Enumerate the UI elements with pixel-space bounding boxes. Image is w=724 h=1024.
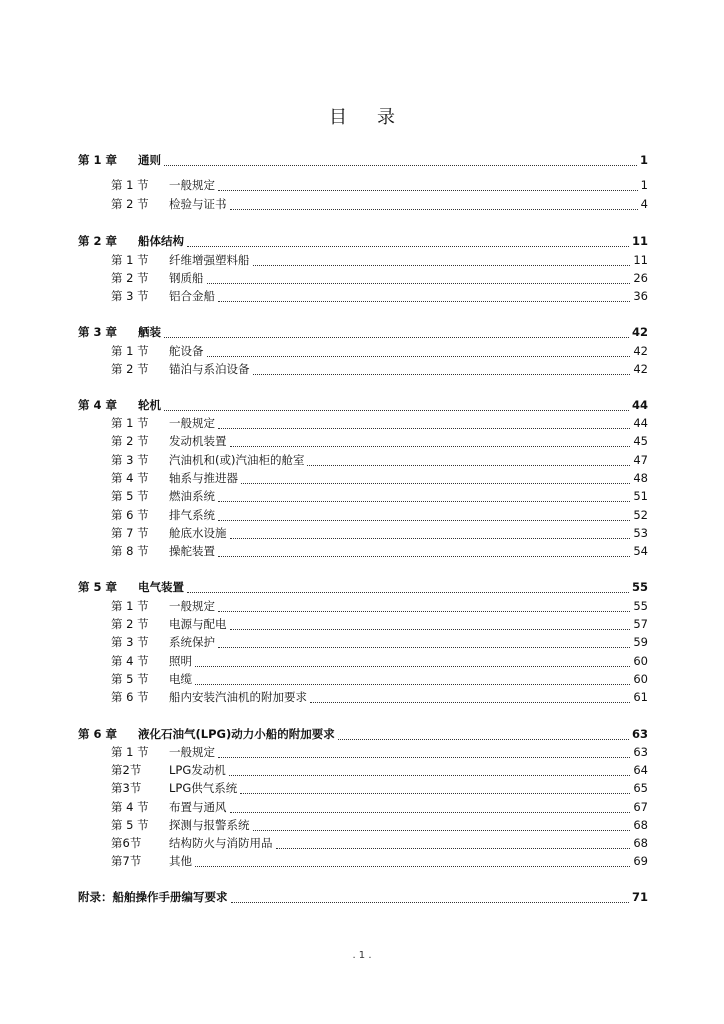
toc-section-row[interactable] (111, 452, 648, 468)
section-number: 第 5 节 (111, 489, 149, 503)
toc-section-row[interactable] (111, 744, 648, 760)
section-number: 第 1 节 (111, 745, 149, 759)
toc-page-number: 65 (633, 781, 648, 795)
toc-page-number: 64 (633, 763, 648, 777)
chapter-number: 第 6 章 (78, 727, 118, 741)
dot-leader (164, 155, 637, 166)
toc-entry-title: 排气系统 (169, 508, 215, 522)
toc-entry-title: 舾装 (138, 325, 161, 339)
dot-leader (253, 255, 631, 266)
toc-entry-label (111, 288, 215, 304)
dot-leader (241, 473, 630, 484)
section-number: 第 4 节 (111, 654, 149, 668)
toc-entry-title: 舱底水设施 (169, 526, 227, 540)
section-number: 第3节 (111, 781, 142, 795)
toc-entry-title: 轮机 (138, 398, 161, 412)
toc-page-number: 42 (633, 362, 648, 376)
toc-entry-title: 锚泊与系泊设备 (169, 362, 250, 376)
section-number: 第7节 (111, 854, 142, 868)
dot-leader (230, 619, 631, 630)
dot-leader (187, 236, 629, 247)
chapter-number: 第 4 章 (78, 398, 118, 412)
toc-section-row[interactable] (111, 470, 648, 486)
toc-section-row[interactable] (111, 288, 648, 304)
dot-leader (218, 180, 638, 191)
toc-entry-title: 电源与配电 (169, 617, 227, 631)
toc-page-number: 61 (633, 690, 648, 704)
dot-leader (310, 692, 630, 703)
toc-page-number: 54 (633, 544, 648, 558)
toc-entry-label (111, 543, 215, 559)
dot-leader (230, 199, 638, 210)
chapter-number: 第 3 章 (78, 325, 118, 339)
section-number: 第 3 节 (111, 289, 149, 303)
section-number: 第 2 节 (111, 197, 149, 211)
toc-entry-label (111, 762, 226, 778)
toc-page-number: 11 (633, 253, 648, 267)
section-number: 第 7 节 (111, 526, 149, 540)
toc-page-number: 45 (633, 434, 648, 448)
toc-entry-title: 操舵装置 (169, 544, 215, 558)
toc-page-number: 55 (631, 580, 648, 594)
toc-entry-title: 电气装置 (138, 580, 184, 594)
toc-entry-label (111, 361, 250, 377)
toc-page-number: 59 (633, 635, 648, 649)
toc-entry-label (111, 270, 204, 286)
dot-leader (218, 747, 630, 758)
toc-entry-title: 系统保护 (169, 635, 215, 649)
toc-entry-label (111, 653, 192, 669)
toc-section-row[interactable] (111, 817, 648, 833)
toc-section-row[interactable] (111, 634, 648, 650)
dot-leader (195, 856, 630, 867)
toc-page-number: 71 (631, 890, 648, 904)
toc-entry-title: 一般规定 (169, 599, 215, 613)
toc-entry-title: 船内安装汽油机的附加要求 (169, 690, 307, 704)
toc-section-row[interactable] (111, 507, 648, 523)
dot-leader (187, 582, 629, 593)
dot-leader (240, 783, 630, 794)
section-number: 第 2 节 (111, 271, 149, 285)
toc-section-row[interactable] (111, 433, 648, 449)
section-number: 第 6 节 (111, 508, 149, 522)
dot-leader (218, 546, 630, 557)
toc-entry-title: LPG供气系统 (169, 781, 238, 795)
toc-entry-label (111, 671, 192, 687)
toc-entry-title: 舵设备 (169, 344, 204, 358)
toc-entry-label (111, 744, 215, 760)
toc-chapter-row[interactable] (78, 233, 648, 249)
toc-entry-label (111, 196, 227, 212)
toc-chapter-row[interactable] (78, 889, 648, 905)
toc-entry-label (111, 817, 250, 833)
section-number: 第 1 节 (111, 416, 149, 430)
toc-entry-title: 钢质船 (169, 271, 204, 285)
toc-page-number: 51 (633, 489, 648, 503)
toc-entry-title: 一般规定 (169, 416, 215, 430)
toc-section-row[interactable] (111, 488, 648, 504)
toc-page-number: 52 (633, 508, 648, 522)
section-number: 第 4 节 (111, 800, 149, 814)
toc-section-row[interactable] (111, 343, 648, 359)
toc-page-number: 36 (633, 289, 648, 303)
toc-entry-label (111, 853, 192, 869)
toc-section-row[interactable] (111, 196, 648, 212)
dot-leader (164, 327, 629, 338)
dot-leader (218, 637, 630, 648)
section-number: 第 1 节 (111, 344, 149, 358)
dot-leader (164, 400, 629, 411)
toc-entry-label (111, 799, 227, 815)
toc-page-number: 44 (631, 398, 648, 412)
dot-leader (230, 528, 631, 539)
toc-chapter-row[interactable] (78, 397, 648, 413)
toc-section-row[interactable] (111, 361, 648, 377)
toc-entry-title: 发动机装置 (169, 434, 227, 448)
toc-section-row[interactable] (111, 598, 648, 614)
dot-leader (253, 820, 631, 831)
section-number: 第 6 节 (111, 690, 149, 704)
toc-page-number: 68 (633, 836, 648, 850)
dot-leader (218, 491, 630, 502)
toc-page-number: 55 (633, 599, 648, 613)
toc-entry-label (78, 726, 335, 742)
toc-page-number: 44 (633, 416, 648, 430)
toc-entry-label (111, 634, 215, 650)
title-char-left: 目 (329, 107, 347, 128)
toc-page-number: 48 (633, 471, 648, 485)
dot-leader (231, 892, 629, 903)
section-number: 第 3 节 (111, 635, 149, 649)
toc-section-row[interactable] (111, 762, 648, 778)
toc-chapter-row[interactable] (78, 324, 648, 340)
toc-entry-title: 其他 (169, 854, 192, 868)
toc-section-row[interactable] (111, 543, 648, 559)
toc-page-number: 68 (633, 818, 648, 832)
toc-entry-title: 通则 (138, 153, 161, 167)
toc-entry-title: 轴系与推进器 (169, 471, 238, 485)
toc-entry-title: 结构防火与消防用品 (169, 836, 273, 850)
title-char-right: 录 (377, 107, 395, 128)
toc-entry-title: LPG发动机 (169, 763, 226, 777)
toc-section-row[interactable] (111, 780, 648, 796)
dot-leader (229, 765, 631, 776)
toc-entry-title: 纤维增强塑料船 (169, 253, 250, 267)
dot-leader (207, 273, 631, 284)
toc-entry-label (111, 507, 215, 523)
chapter-number: 第 2 章 (78, 234, 118, 248)
toc-entry-title: 一般规定 (169, 178, 215, 192)
section-number: 第 1 节 (111, 178, 149, 192)
toc-entry-label (111, 835, 273, 851)
toc-chapter-row[interactable] (78, 152, 648, 168)
section-number: 第 5 节 (111, 672, 149, 686)
dot-leader (338, 729, 629, 740)
chapter-number: 第 5 章 (78, 580, 118, 594)
toc-entry-title: 照明 (169, 654, 192, 668)
toc-page-number: 4 (640, 197, 648, 211)
toc-section-row[interactable] (111, 799, 648, 815)
dot-leader (307, 455, 630, 466)
toc-entry-title: 探测与报警系统 (169, 818, 250, 832)
toc-entry-label (111, 415, 215, 431)
toc-section-row[interactable] (111, 616, 648, 632)
toc-page-number: 42 (633, 344, 648, 358)
dot-leader (253, 364, 631, 375)
toc-page-number: 42 (631, 325, 648, 339)
toc-section-row[interactable] (111, 177, 648, 193)
dot-leader (195, 674, 630, 685)
section-number: 第6节 (111, 836, 142, 850)
toc-entry-title: 船体结构 (138, 234, 184, 248)
dot-leader (195, 656, 630, 667)
toc-page-number: 63 (633, 745, 648, 759)
toc-entry-label (111, 433, 227, 449)
toc-page-number: 60 (633, 654, 648, 668)
toc-section-row[interactable] (111, 270, 648, 286)
toc-page-number: 1 (639, 153, 648, 167)
toc-section-row[interactable] (111, 415, 648, 431)
toc-entry-title: 电缆 (169, 672, 192, 686)
toc-entry-title: 液化石油气(LPG)动力小船的附加要求 (138, 727, 335, 741)
toc-page-number: 67 (633, 800, 648, 814)
toc-section-row[interactable] (111, 689, 648, 705)
toc-entry-title: 检验与证书 (169, 197, 227, 211)
section-number: 第 1 节 (111, 253, 149, 267)
toc-page-number: 11 (631, 234, 648, 248)
dot-leader (218, 510, 630, 521)
section-number: 第 8 节 (111, 544, 149, 558)
dot-leader (218, 418, 630, 429)
toc-page-number: 60 (633, 672, 648, 686)
section-number: 第 2 节 (111, 434, 149, 448)
section-number: 第2节 (111, 763, 142, 777)
toc-page-number: 1 (640, 178, 648, 192)
toc-entry-title: 铝合金船 (169, 289, 215, 303)
dot-leader (207, 346, 631, 357)
toc-entry-label (78, 233, 184, 249)
section-number: 第 4 节 (111, 471, 149, 485)
toc-section-row[interactable] (111, 835, 648, 851)
dot-leader (218, 291, 630, 302)
toc-entry-title: 一般规定 (169, 745, 215, 759)
toc-section-row[interactable] (111, 653, 648, 669)
section-number: 第 2 节 (111, 362, 149, 376)
toc-section-row[interactable] (111, 252, 648, 268)
toc-entry-label (78, 397, 161, 413)
dot-leader (230, 436, 631, 447)
page-number-footer: . 1 . (352, 950, 372, 961)
toc-chapter-row[interactable] (78, 579, 648, 595)
toc-entry-label (111, 452, 304, 468)
toc-chapter-row[interactable] (78, 726, 648, 742)
toc-page-number: 26 (633, 271, 648, 285)
toc-section-row[interactable] (111, 525, 648, 541)
toc-entry-label (111, 252, 250, 268)
dot-leader (276, 838, 631, 849)
toc-entry-label (111, 689, 307, 705)
dot-leader (218, 601, 630, 612)
toc-entry-label (78, 579, 184, 595)
toc-entry-label (111, 488, 215, 504)
toc-entry-label (111, 177, 215, 193)
toc-section-row[interactable] (111, 671, 648, 687)
toc-page-number: 53 (633, 526, 648, 540)
toc-page-number: 47 (633, 453, 648, 467)
toc-page-number: 57 (633, 617, 648, 631)
toc-entry-label (111, 525, 227, 541)
toc-section-row[interactable] (111, 853, 648, 869)
section-number: 第 2 节 (111, 617, 149, 631)
toc-entry-title: 燃油系统 (169, 489, 215, 503)
chapter-number: 第 1 章 (78, 153, 118, 167)
section-number: 第 3 节 (111, 453, 149, 467)
toc-entry-title: 汽油机和(或)汽油柜的舱室 (169, 453, 305, 467)
toc-entry-label (111, 470, 238, 486)
toc-entry-label (78, 324, 161, 340)
toc-entry-label (78, 152, 161, 168)
toc-entry-label (111, 616, 227, 632)
toc-entry-label (111, 780, 237, 796)
toc-entry-title: 布置与通风 (169, 800, 227, 814)
toc-entry-title: 附录：船舶操作手册编写要求 (78, 890, 228, 904)
toc-entry-label (111, 598, 215, 614)
section-number: 第 1 节 (111, 599, 149, 613)
toc-entry-label (111, 343, 204, 359)
toc-entry-label (78, 889, 228, 905)
toc-page-number: 63 (631, 727, 648, 741)
dot-leader (230, 802, 631, 813)
toc-page-number: 69 (633, 854, 648, 868)
section-number: 第 5 节 (111, 818, 149, 832)
